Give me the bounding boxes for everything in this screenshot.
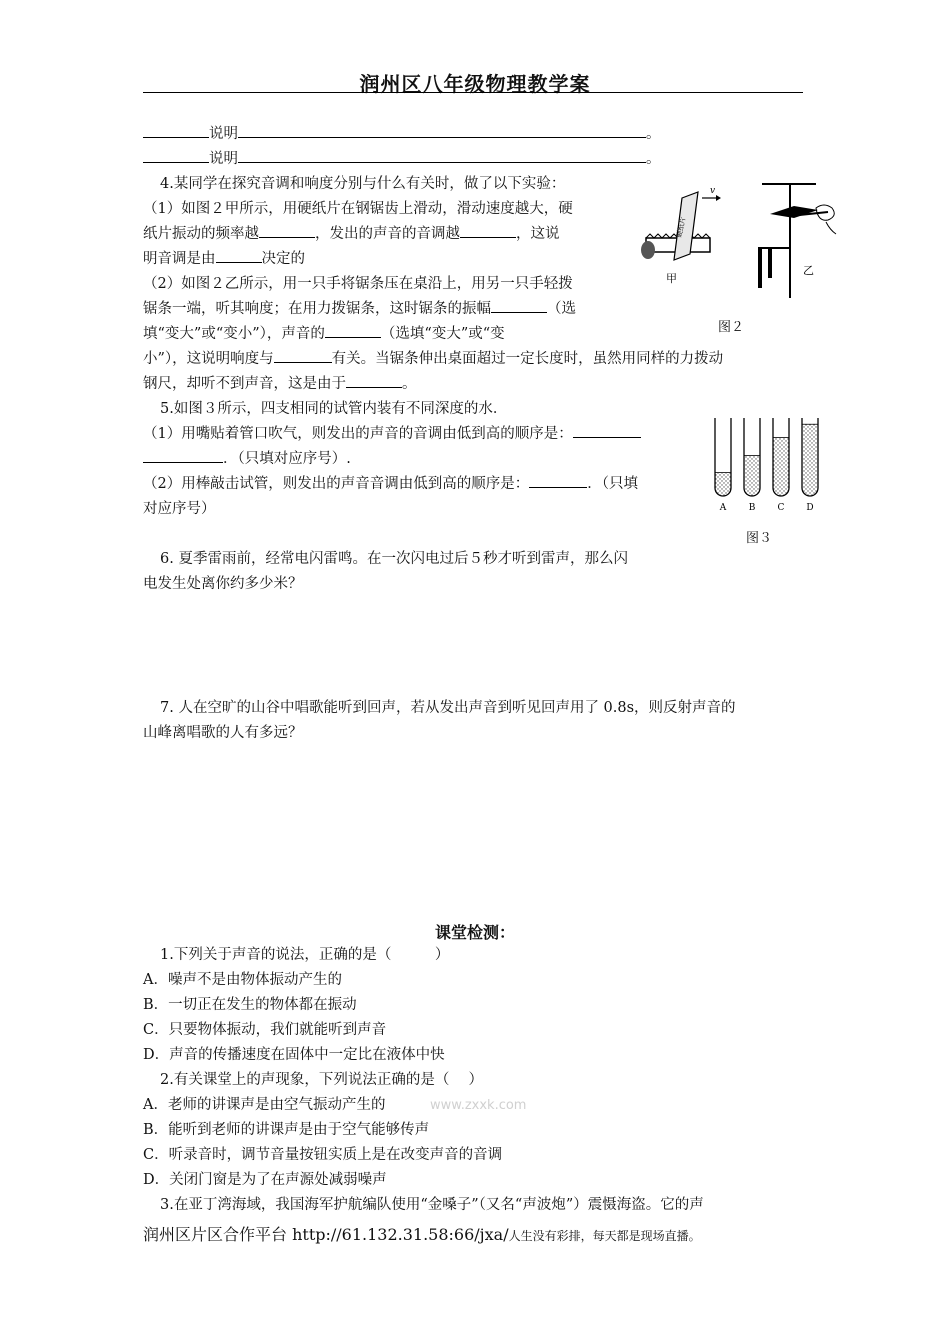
test-tube-d (802, 418, 818, 512)
check-q3-stem: 3.在亚丁湾海域，我国海军护航编队使用“金嗓子”（又名“声波炮”）震慑海盗。它的声 (160, 1197, 704, 1213)
q4-p1-a: （1）如图２甲所示，用硬纸片在钢锯齿上滑动，滑动速度越大，硬 (143, 201, 573, 217)
fig-sub-b: 乙 (803, 264, 814, 277)
q7-line2: 山峰离唱歌的人有多远？ (143, 725, 303, 741)
blank (259, 221, 315, 238)
text: （1）用嘴贴着管口吹气，则发出的声音的音调由低到高的顺序是： (143, 426, 573, 442)
text: 有关。当锯条伸出桌面超过一定长度时，虽然用同样的力拨动 (331, 351, 724, 367)
q5-p1-b (143, 446, 351, 472)
q4-p2-d (143, 346, 723, 372)
text: （选填“变大”或“变 (380, 326, 505, 342)
q4-p2-e (143, 371, 417, 397)
blank (143, 146, 209, 163)
blank (274, 346, 332, 363)
text: 决定的 (261, 251, 305, 267)
test-tube-b (744, 418, 760, 512)
q5-intro: 5.如图３所示，四支相同的试管内装有不同深度的水． (160, 401, 508, 417)
explain-line-2 (143, 146, 661, 172)
check-q1-option-d: D．声音的传播速度在固体中一定比在液体中快 (143, 1047, 445, 1063)
test-tube-a (715, 418, 731, 512)
text: ，这说 (516, 226, 560, 242)
water-fill (802, 424, 818, 496)
q4-intro: 4.某同学在探究音调和响度分别与什么有关时，做了以下实验： (160, 176, 566, 192)
watermark: www.zxxk.com (430, 1098, 527, 1113)
fig-sub-a: 甲 (666, 272, 677, 285)
check-q1-option-b: B．一切正在发生的物体都在振动 (143, 997, 357, 1013)
check-q2-option-a: A．老师的讲课声是由空气振动产生的 (143, 1097, 386, 1113)
section-title: 课堂检测： (434, 923, 515, 942)
water-fill (773, 438, 789, 497)
check-q1-option-c: C．只要物体振动，我们就能听到声音 (143, 1022, 387, 1038)
text: 明音调是由 (143, 251, 216, 267)
q7-line1: 7. 人在空旷的山谷中唱歌能听到回声，若从发出声音到听见回声用了 0.8s，则反射声音的 (160, 700, 736, 716)
tube-label: A (719, 503, 727, 512)
q6-line1: 6. 夏季雷雨前，经常电闪雷鸣。在一次闪电过后５秒才听到雷声，那么闪 (160, 551, 628, 567)
blank (216, 246, 262, 263)
saw-with-card-figure (641, 186, 721, 285)
figure-2-illustration (640, 178, 850, 308)
figure-3-test-tubes (705, 412, 825, 512)
check-q2-option-d: D．关闭门窗是为了在声源处减弱噪声 (143, 1172, 387, 1188)
blank (460, 221, 516, 238)
q4-p1-b (143, 221, 560, 247)
footer-note: 人生没有彩排，每天都是现场直播。 (508, 1229, 701, 1243)
explain-end: 。 (646, 151, 661, 167)
check-q1-stem: 1.下列关于声音的说法，正确的是（ ） (160, 947, 450, 963)
svg-text:硬纸片: 硬纸片 (675, 216, 688, 239)
text: 小”），这说明响度与 (143, 351, 274, 367)
tube-label: C (777, 503, 785, 512)
footer-platform: 润州区片区合作平台 http://61.132.31.58:66/jxa/ (143, 1225, 509, 1244)
blank (573, 421, 641, 438)
blank (238, 146, 646, 163)
q4-p2-a: （2）如图２乙所示，用一只手将锯条压在桌沿上，用另一只手轻拨 (143, 276, 573, 292)
text: 填“变大”或“变小”），声音的 (143, 326, 325, 342)
explain-end: 。 (646, 126, 661, 142)
blank (346, 371, 402, 388)
blank (529, 471, 587, 488)
check-q2-option-c: C．听录音时，调节音量按钮实质上是在改变声音的音调 (143, 1147, 503, 1163)
blank (143, 446, 223, 463)
water-fill (715, 473, 731, 496)
tube-label: B (748, 503, 756, 512)
header-rule (143, 92, 803, 93)
figure-2-label: 图２ (718, 320, 745, 335)
text: 。 (402, 376, 417, 392)
q4-p2-b (143, 296, 576, 322)
blank (491, 296, 547, 313)
footer (143, 1222, 701, 1245)
tube-label: D (806, 503, 814, 512)
text: ，发出的声音的音调越 (315, 226, 460, 242)
blank (143, 121, 209, 138)
text: 锯条一端，听其响度；在用力拨锯条，这时锯条的振幅 (143, 301, 491, 317)
q5-p2-c: 对应序号） (143, 501, 216, 517)
text: ．（只填 (587, 476, 638, 492)
check-q2-stem: 2.有关课堂上的声现象，下列说法正确的是（ ） (160, 1072, 483, 1088)
svg-text:v: v (710, 186, 716, 196)
check-q2-option-b: B．能听到老师的讲课声是由于空气能够传声 (143, 1122, 430, 1138)
figure-3-label: 图３ (746, 531, 773, 546)
water-fill (744, 455, 760, 496)
explain-label: 说明 (209, 126, 238, 142)
test-tube-c (773, 418, 789, 512)
q6-line2: 电发生处离你约多少米？ (143, 576, 303, 592)
blank (238, 121, 646, 138)
text: ．（只填对应序号）. (223, 451, 351, 467)
q4-p1-c (143, 246, 305, 272)
text: 纸片振动的频率越 (143, 226, 259, 242)
q5-p2-a (143, 471, 638, 497)
explain-label: 说明 (209, 151, 238, 167)
explain-line-1 (143, 121, 661, 147)
ruler-on-table-figure (758, 184, 836, 298)
page-title: 润州区八年级物理教学案 (359, 72, 591, 96)
text: 钢尺，却听不到声音，这是由于 (143, 376, 346, 392)
text: （2）用棒敲击试管，则发出的声音音调由低到高的顺序是： (143, 476, 530, 492)
q5-p1-a (143, 421, 641, 447)
text: （选 (547, 301, 576, 317)
blank (325, 321, 381, 338)
check-q1-option-a: A．噪声不是由物体振动产生的 (143, 972, 342, 988)
q4-p2-c (143, 321, 505, 347)
